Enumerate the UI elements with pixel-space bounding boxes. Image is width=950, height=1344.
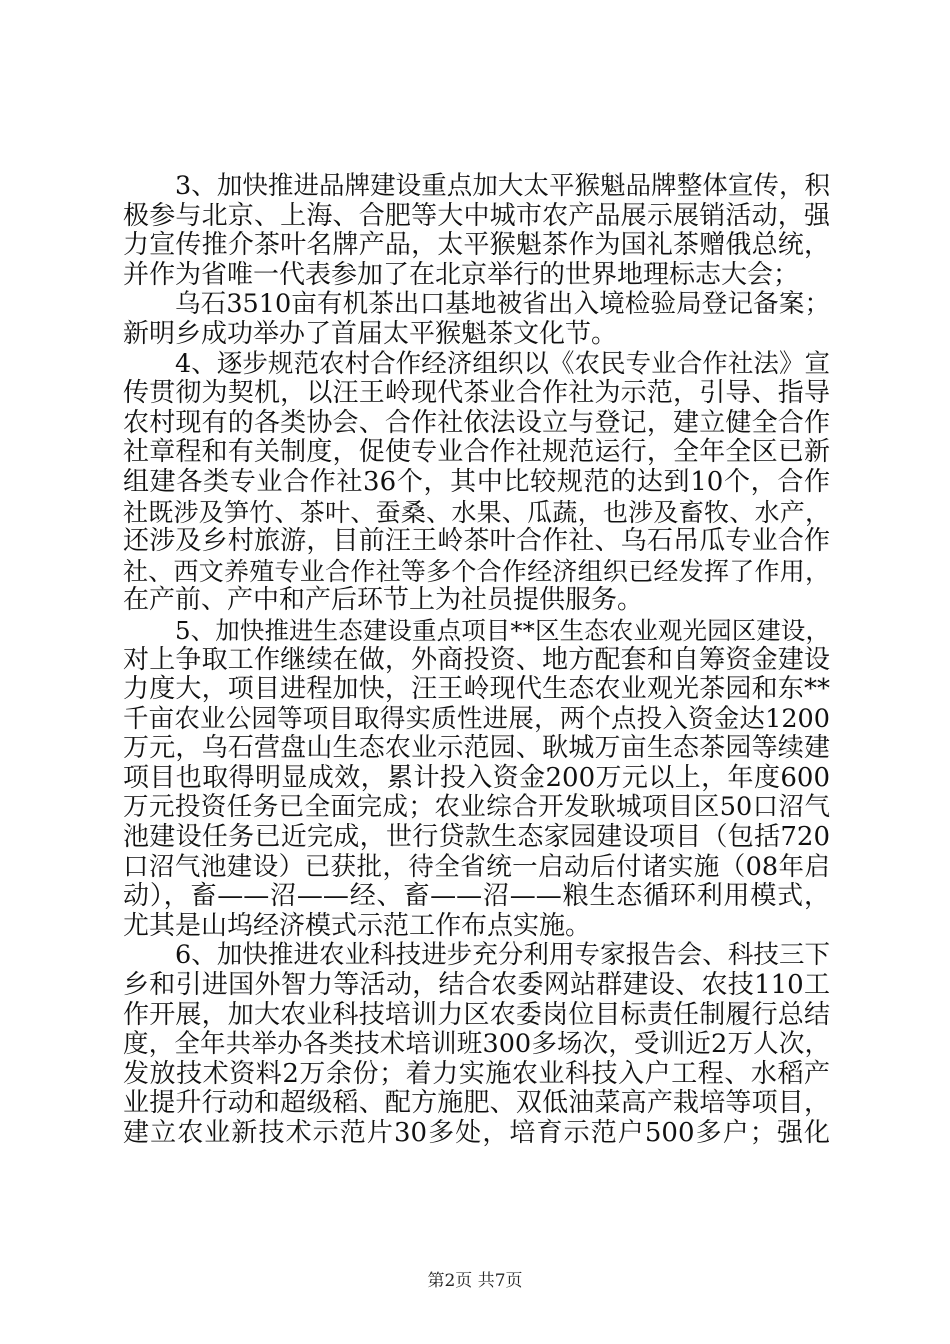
text-line: 对上争取工作继续在做，外商投资、地方配套和自筹资金建设	[123, 644, 830, 675]
text-line: 千亩农业公园等项目取得实质性进展，两个点投入资金达1200	[123, 703, 830, 734]
text-line: 作开展，加大农业科技培训力区农委岗位目标责任制履行总结	[123, 999, 830, 1030]
text-line: 还涉及乡村旅游，目前汪王岭茶叶合作社、乌石吊瓜专业合作	[123, 526, 830, 557]
paragraph-3	[123, 172, 830, 290]
text-line: 池建设任务已近完成，世行贷款生态家园建设项目（包括720	[123, 822, 830, 853]
text-line: 万元投资任务已全面完成；农业综合开发耿城项目区50口沼气	[123, 792, 830, 823]
text-line: 动），畜——沼——经、畜——沼——粮生态循环利用模式，	[123, 881, 830, 912]
text-line: 社章程和有关制度，促使专业合作社规范运行，全年全区已新	[123, 437, 830, 468]
text-line: 社既涉及笋竹、茶叶、蚕桑、水果、瓜蔬，也涉及畜牧、水产，	[123, 497, 830, 527]
page-number: 第2页 共7页	[427, 1271, 523, 1291]
text-line: 传贯彻为契机，以汪王岭现代茶业合作社为示范，引导、指导	[123, 378, 830, 409]
paragraph-wushi	[123, 290, 830, 349]
text-line: 乡和引进国外智力等活动，结合农委网站群建设、农技110工	[123, 970, 830, 1001]
text-line: 社、西文养殖专业合作社等多个合作经济组织已经发挥了作用，	[123, 556, 830, 586]
text-line: 口沼气池建设）已获批，待全省统一启动后付诸实施（08年启	[123, 851, 830, 882]
document-body	[123, 172, 830, 1149]
text-line: 项目也取得明显成效，累计投入资金200万元以上，年度600	[123, 762, 830, 793]
text-line: 5、加快推进生态建设重点项目**区生态农业观光园区建设，	[175, 615, 830, 645]
text-line: 并作为省唯一代表参加了在北京举行的世界地理标志大会；	[123, 259, 800, 290]
paragraph-5	[123, 616, 830, 942]
paragraph-6	[123, 941, 830, 1148]
paragraph-4	[123, 350, 830, 616]
text-line: 农村现有的各类协会、合作社依法设立与登记，建立健全合作	[123, 407, 830, 438]
text-line: 4、逐步规范农村合作经济组织以《农民专业合作社法》宣	[175, 348, 830, 379]
text-line: 尤其是山坞经济模式示范工作布点实施。	[123, 910, 592, 941]
text-line: 在产前、产中和产后环节上为社员提供服务。	[123, 585, 644, 616]
text-line: 6、加快推进农业科技进步充分利用专家报告会、科技三下	[175, 940, 830, 971]
text-line: 力宣传推介茶叶名牌产品，太平猴魁茶作为国礼茶赠俄总统，	[123, 230, 830, 261]
text-line: 乌石3510亩有机茶出口基地被省出入境检验局登记备案；	[175, 289, 830, 320]
text-line: 发放技术资料2万余份；着力实施农业科技入户工程、水稻产	[123, 1058, 830, 1089]
text-line: 新明乡成功举办了首届太平猴魁茶文化节。	[123, 318, 618, 349]
text-line: 组建各类专业合作社36个，其中比较规范的达到10个，合作	[123, 466, 830, 497]
text-line: 度，全年共举办各类技术培训班300多场次，受训近2万人次，	[123, 1029, 830, 1060]
text-line: 万元，乌石营盘山生态农业示范园、耿城万亩生态茶园等续建	[123, 733, 830, 764]
text-line: 3、加快推进品牌建设重点加大太平猴魁品牌整体宣传，积	[175, 171, 830, 201]
text-line: 极参与北京、上海、合肥等大中城市农产品展示展销活动，强	[123, 200, 830, 231]
text-line: 力度大，项目进程加快，汪王岭现代生态农业观光茶园和东**	[123, 674, 830, 705]
text-line: 业提升行动和超级稻、配方施肥、双低油菜高产栽培等项目，	[123, 1088, 830, 1119]
text-line: 建立农业新技术示范片30多处，培育示范户500多户；强化	[123, 1118, 830, 1148]
